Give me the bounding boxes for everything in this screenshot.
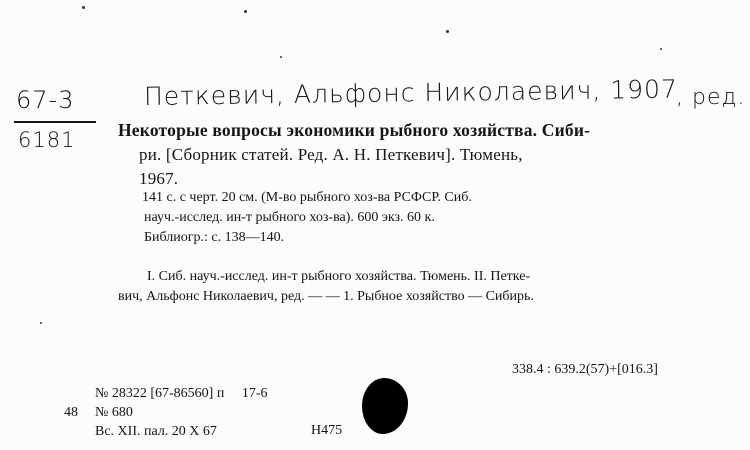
call-number-top: 67-3 (16, 86, 75, 114)
call-number-bottom: 6181 (18, 128, 76, 152)
title-line-2: ри. [Сборник статей. Ред. А. Н. Петкевич]. Тюмень, (139, 145, 523, 164)
ink-blot (362, 378, 408, 434)
date-line: Вс. XII. пал. 20 X 67 (95, 424, 217, 439)
classification-index: 338.4 : 639.2(57)+[016.3] (512, 362, 658, 377)
tracing-line-1: I. Сиб. науч.-исслед. ин-т рыбного хозяйства. Тюмень. II. Петке- (147, 269, 531, 284)
author-role: , ред. (676, 85, 746, 110)
author-heading: Петкевич, Альфонс Николаевич, 1907 (143, 74, 679, 111)
ink-speck (40, 322, 42, 324)
description-line-1: 141 с. с черт. 20 см. (М-во рыбного хоз-ва РСФСР. Сиб. (142, 190, 472, 205)
footer-code: Н475 (311, 423, 343, 438)
ink-speck (660, 48, 662, 50)
ink-speck (280, 56, 282, 58)
title-line-3: 1967. (139, 169, 179, 188)
call-number-divider (14, 121, 96, 123)
description-line-2: науч.-исслед. ин-т рыбного хоз-ва). 600 экз. 60 к. (144, 210, 435, 225)
record-line: № 28322 [67-86560] п 17-6 (95, 386, 268, 401)
tracing-line-2: вич, Альфонс Николаевич, ред. — — 1. Рыбное хозяйство — Сибирь. (118, 289, 534, 304)
description-line-3: Библиогр.: с. 138—140. (144, 230, 285, 245)
side-number: 48 (64, 405, 78, 420)
ink-speck (82, 6, 85, 9)
number-line: № 680 (95, 405, 133, 420)
title-line-1: Некоторые вопросы экономики рыбного хозяйства. Сиби- (118, 120, 591, 140)
ink-speck (446, 30, 449, 33)
ink-speck (244, 10, 247, 13)
